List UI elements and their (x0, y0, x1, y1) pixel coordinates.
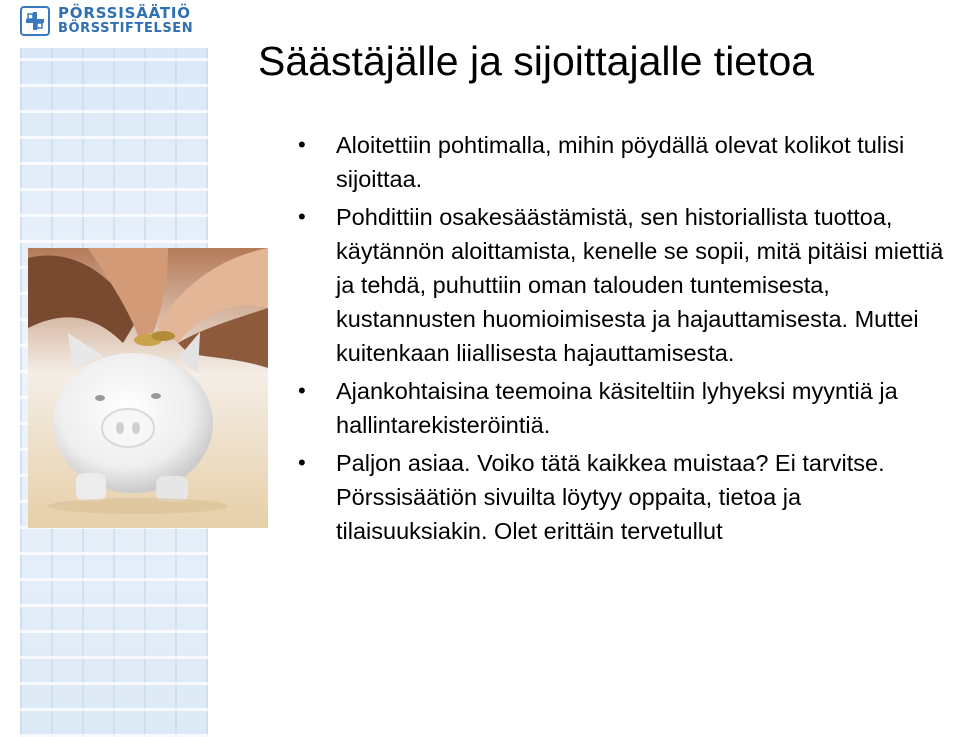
bullet-item-3: • Ajankohtaisina teemoina käsiteltiin lyhyeksi myyntiä ja hallintarekisteröintiä. (296, 374, 958, 442)
poerssisaatio-logo-icon (20, 6, 50, 36)
bullet-item-1: • Aloitettiin pohtimalla, mihin pöydällä olevat kolikot tulisi sijoittaa. (296, 128, 958, 196)
piggy-bank-image (28, 248, 268, 528)
bullet-item-2: • Pohdittiin osakesäästämistä, sen historiallista tuottoa, käytännön aloittamista, kenelle se sopii, mitä pitäisi miettiä ja tehdä, puhuttiin oman talouden tuntemisesta, kustannusten huomioimisesta ja hajauttamisesta. Muttei kuitenkaan liiallisesta hajauttamisesta. (296, 200, 958, 370)
bullet-list (296, 128, 958, 548)
logo-line-1: PÖRSSISÄÄTIÖ (58, 4, 191, 22)
logo (20, 5, 193, 37)
logo-text (58, 5, 193, 37)
slide-title: Säästäjälle ja sijoittajalle tietoa (258, 38, 815, 84)
bullet-item-4: • Paljon asiaa. Voiko tätä kaikkea muistaa? Ei tarvitse. Pörssisäätiön sivuilta löytyy oppaita, tietoa ja tilaisuuksiakin. Olet erittäin tervetullut (296, 446, 958, 548)
logo-line-2: BÖRSSTIFTELSEN (58, 21, 194, 36)
